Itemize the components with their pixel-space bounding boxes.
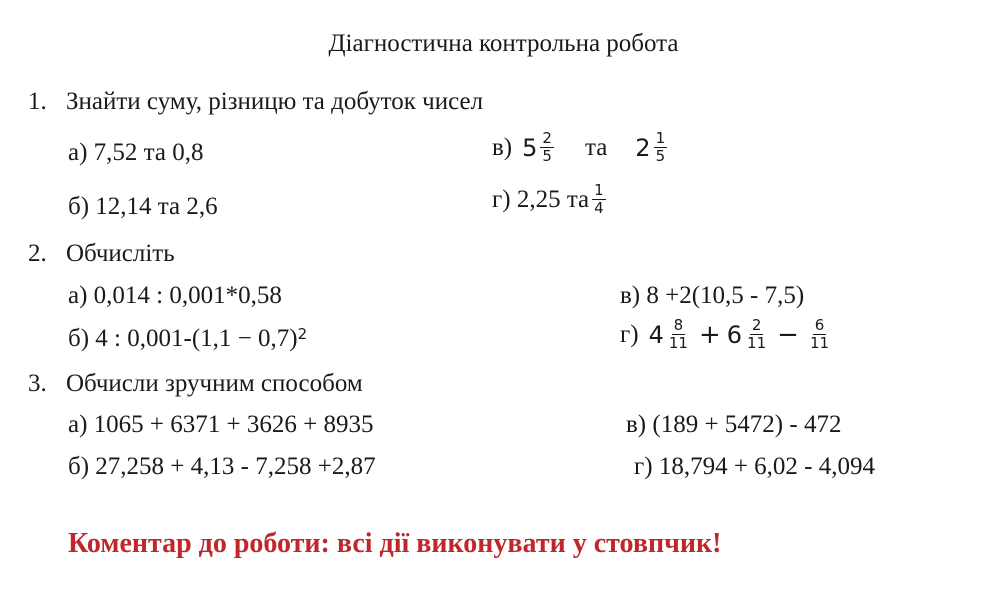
fraction: $\frac{2}{11}$	[747, 316, 767, 352]
task-2-item-v: в) 8 +2(10,5 - 7,5)	[620, 282, 805, 309]
worksheet-title: Діагностична контрольна робота	[328, 30, 679, 57]
fraction: $\frac{6}{11}$	[809, 316, 830, 352]
plus-sign: +	[698, 319, 721, 350]
item-label: г) 2,25 та	[492, 185, 590, 213]
task-2-text: Обчисліть	[66, 240, 175, 267]
exponent: 2	[297, 325, 308, 343]
task-2-item-g	[620, 318, 834, 351]
item-label: г)	[620, 320, 639, 348]
task-3-item-v: в) (189 + 5472) - 472	[626, 411, 842, 438]
conjunction: та	[584, 133, 608, 161]
task-1-item-v	[492, 131, 670, 164]
task-1-item-g	[492, 183, 609, 216]
task-2-heading	[28, 240, 175, 268]
fraction: $\frac{8}{11}$	[668, 316, 688, 352]
mixed-number-whole: 6	[726, 320, 743, 349]
task-3-number: 3.	[28, 370, 47, 397]
task-2-number: 2.	[28, 240, 47, 267]
task-3-text: Обчисли зручним способом	[66, 370, 363, 397]
task-1-item-a: а) 7,52 та 0,8	[68, 139, 204, 166]
expression: б) 4 : 0,001-(1,1 − 0,7)	[68, 325, 298, 352]
fraction: $\frac{1}{4}$	[594, 181, 604, 217]
task-3-item-b: б) 27,258 + 4,13 - 7,258 +2,87	[68, 453, 376, 480]
task-1-heading	[28, 88, 483, 116]
task-2-item-b	[68, 325, 307, 353]
fraction: $\frac{1}{5}$	[655, 129, 666, 165]
mixed-number-whole: 5	[522, 133, 538, 162]
task-1-number: 1.	[28, 88, 47, 115]
item-label: в)	[492, 133, 513, 161]
task-1-text: Знайти суму, різницю та добуток чисел	[66, 88, 484, 115]
comment-note: Коментар до роботи: всі дії виконувати у стовпчик!	[68, 528, 722, 559]
task-1-item-b: б) 12,14 та 2,6	[68, 193, 218, 220]
task-2-item-a: а) 0,014 : 0,001*0,58	[68, 282, 282, 309]
task-3-heading	[28, 370, 363, 398]
task-3-item-a: а) 1065 + 6371 + 3626 + 8935	[68, 411, 374, 438]
mixed-number-whole: 2	[635, 133, 651, 162]
fraction: $\frac{2}{5}$	[542, 129, 552, 165]
minus-sign: −	[777, 319, 799, 350]
mixed-number-whole: 4	[648, 320, 664, 349]
task-3-item-g: г) 18,794 + 6,02 - 4,094	[634, 453, 876, 480]
